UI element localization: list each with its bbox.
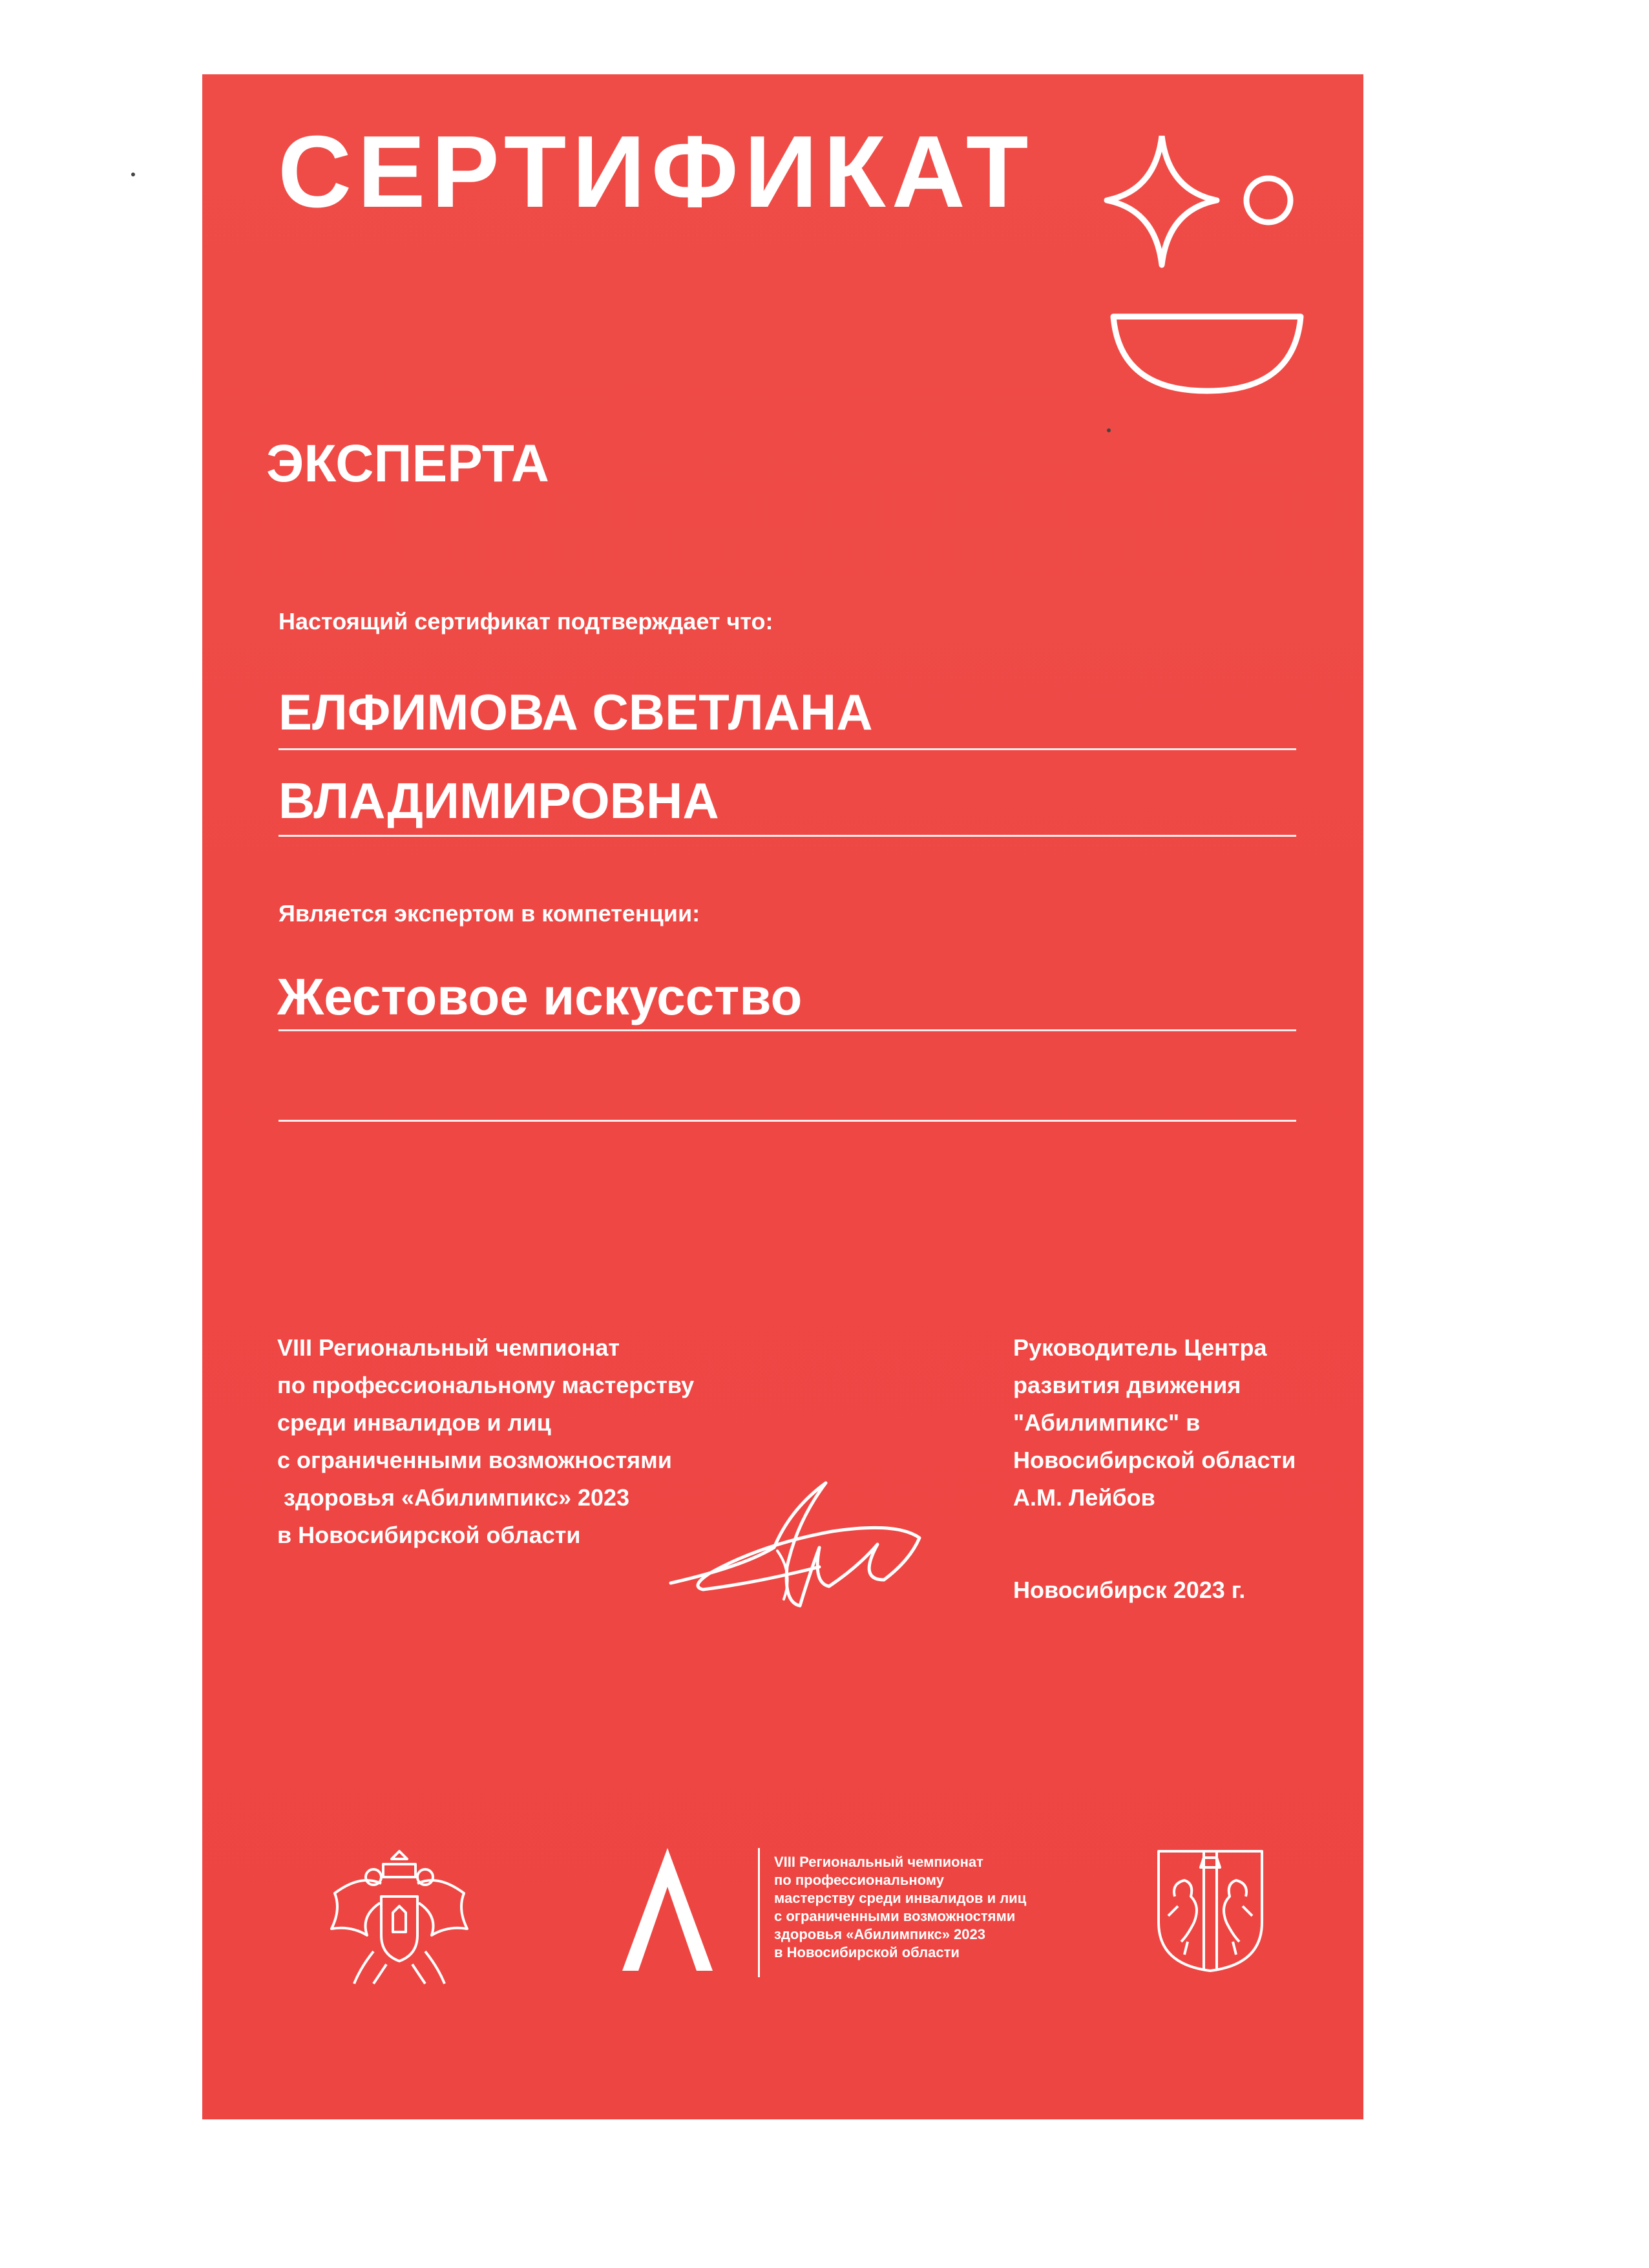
event-line: по профессиональному мастерству xyxy=(277,1372,695,1398)
signer-line: развития движения xyxy=(1013,1372,1241,1398)
competence-underline xyxy=(278,1029,1296,1031)
footer-divider xyxy=(758,1848,760,1977)
footer-line: с ограниченными возможностями xyxy=(774,1908,1016,1924)
certificate xyxy=(202,74,1363,2119)
signer-line: А.М. Лейбов xyxy=(1013,1484,1155,1511)
signature xyxy=(664,1470,929,1619)
footer-line: VIII Региональный чемпионат xyxy=(774,1854,983,1870)
novosibirsk-coat-of-arms-icon xyxy=(1152,1845,1268,1974)
certificate-subtitle: ЭКСПЕРТА xyxy=(266,434,549,493)
footer-line: в Новосибирской области xyxy=(774,1944,960,1960)
event-description xyxy=(277,1329,694,1554)
event-line: здоровья «Абилимпикс» 2023 xyxy=(277,1484,630,1511)
competence-label: Является экспертом в компетенции: xyxy=(278,900,700,927)
signer-line: Руководитель Центра xyxy=(1013,1334,1267,1361)
place-date: Новосибирск 2023 г. xyxy=(1013,1577,1246,1603)
event-line: VIII Региональный чемпионат xyxy=(277,1334,620,1361)
recipient-name-line2: ВЛАДИМИРОВНА xyxy=(278,772,719,829)
event-line: в Новосибирской области xyxy=(277,1522,581,1548)
scan-speck xyxy=(1107,428,1111,432)
signer-block xyxy=(1013,1329,1296,1517)
footer-line: мастерству среди инвалидов и лиц xyxy=(774,1890,1027,1906)
competence-name: Жестовое искусство xyxy=(277,968,803,1025)
scan-speck xyxy=(131,173,135,176)
recipient-name-line1: ЕЛФИМОВА СВЕТЛАНА xyxy=(278,684,873,740)
double-headed-eagle-icon xyxy=(322,1838,477,1993)
certificate-title: СЕРТИФИКАТ xyxy=(278,115,1035,229)
footer-line: здоровья «Абилимпикс» 2023 xyxy=(774,1926,985,1942)
event-line: среди инвалидов и лиц xyxy=(277,1409,551,1436)
confirm-label: Настоящий сертификат подтверждает что: xyxy=(278,608,773,635)
name-underline-1 xyxy=(278,748,1296,750)
name-underline-2 xyxy=(278,835,1296,837)
signer-line: "Абилимпикс" в xyxy=(1013,1409,1201,1436)
footer-event-text xyxy=(774,1853,1026,1962)
event-line: с ограниченными возможностями xyxy=(277,1447,672,1473)
empty-underline xyxy=(278,1120,1296,1122)
signer-line: Новосибирской области xyxy=(1013,1447,1296,1473)
abilympics-logo-icon xyxy=(619,1845,716,1974)
star-circle-bowl-icon xyxy=(1100,136,1314,407)
footer-line: по профессиональному xyxy=(774,1872,945,1888)
